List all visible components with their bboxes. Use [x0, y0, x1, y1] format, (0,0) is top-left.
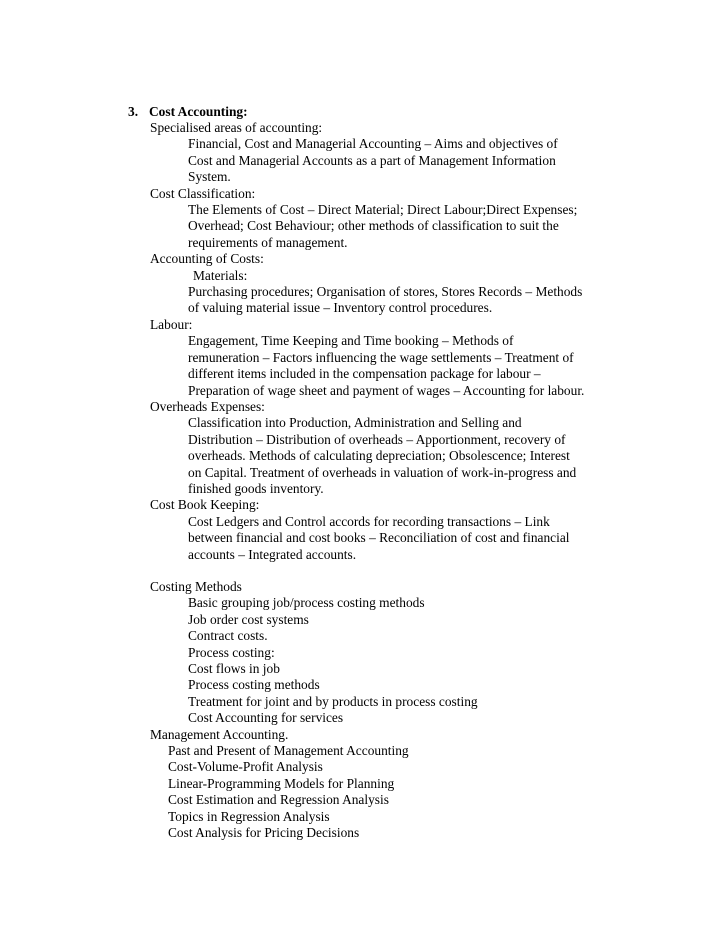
- list-item: Job order cost systems: [188, 611, 309, 627]
- section-content: [150, 120, 620, 841]
- text-line: Preparation of wage sheet and payment of wages – Accounting for labour.: [188, 382, 585, 398]
- list-item: Topics in Regression Analysis: [168, 808, 330, 824]
- overheads-heading: Overheads Expenses:: [150, 398, 265, 414]
- costing-methods-heading: Costing Methods: [150, 578, 242, 594]
- text-line: Overhead; Cost Behaviour; other methods of classification to suit the: [188, 218, 559, 234]
- classification-heading: Cost Classification:: [150, 185, 256, 201]
- management-heading: Management Accounting.: [150, 726, 289, 742]
- labour-body: [188, 333, 620, 399]
- specialised-heading: Specialised areas of accounting:: [150, 120, 323, 135]
- specialised-body: [188, 136, 620, 185]
- text-line: The Elements of Cost – Direct Material; Direct Labour;Direct Expenses;: [188, 202, 578, 218]
- list-item: Cost-Volume-Profit Analysis: [168, 759, 323, 775]
- list-item: Linear-Programming Models for Planning: [168, 775, 395, 791]
- text-line: overheads. Methods of calculating depreciation; Obsolescence; Interest: [188, 448, 570, 464]
- text-line: on Capital. Treatment of overheads in valuation of work-in-progress and: [188, 464, 577, 480]
- list-item: Cost Estimation and Regression Analysis: [168, 792, 389, 808]
- text-line: between financial and cost books – Reconciliation of cost and financial: [188, 530, 570, 546]
- labour-heading: Labour:: [150, 316, 193, 332]
- text-line: Distribution – Distribution of overheads – Apportionment, recovery of: [188, 431, 566, 447]
- text-line: System.: [188, 169, 231, 185]
- text-line: Purchasing procedures; Organisation of stores, Stores Records – Methods: [188, 284, 583, 300]
- text-line: different items included in the compensation package for labour –: [188, 366, 541, 382]
- list-item: Treatment for joint and by products in process costing: [188, 693, 478, 709]
- section-heading: [128, 104, 248, 120]
- accounting-costs-heading: Accounting of Costs:: [150, 251, 264, 267]
- classification-body: [188, 202, 620, 251]
- text-line: Classification into Production, Administration and Selling and: [188, 415, 522, 431]
- book-keeping-body: [188, 514, 620, 563]
- overheads-body: [188, 415, 620, 497]
- accounting-costs-body: [188, 284, 620, 317]
- text-line: Financial, Cost and Managerial Accounting – Aims and objectives of: [188, 136, 558, 152]
- text-line: Cost and Managerial Accounts as a part of Management Information: [188, 152, 556, 168]
- list-item: Cost Analysis for Pricing Decisions: [168, 825, 360, 841]
- list-item: Process costing methods: [188, 677, 320, 693]
- materials-subheading: Materials:: [193, 267, 248, 283]
- text-line: Engagement, Time Keeping and Time booking – Methods of: [188, 333, 514, 349]
- costing-methods-list: [188, 595, 620, 726]
- section-title: Cost Accounting:: [149, 104, 248, 119]
- text-line: accounts – Integrated accounts.: [188, 546, 357, 562]
- list-item: Process costing:: [188, 644, 275, 660]
- list-item: Contract costs.: [188, 628, 268, 644]
- text-line: finished goods inventory.: [188, 480, 324, 496]
- management-list: [168, 743, 620, 841]
- text-line: remuneration – Factors influencing the wage settlements – Treatment of: [188, 349, 574, 365]
- text-line: requirements of management.: [188, 234, 348, 250]
- list-item: Cost Accounting for services: [188, 710, 344, 726]
- blank-line: [150, 563, 620, 579]
- list-item: Cost flows in job: [188, 661, 280, 676]
- text-line: of valuing material issue – Inventory control procedures.: [188, 300, 493, 316]
- book-keeping-heading: Cost Book Keeping:: [150, 497, 260, 513]
- section-number: 3.: [128, 104, 139, 119]
- list-item: Past and Present of Management Accounting: [168, 743, 409, 759]
- list-item: Basic grouping job/process costing methods: [188, 595, 425, 611]
- text-line: Cost Ledgers and Control accords for recording transactions – Link: [188, 513, 550, 529]
